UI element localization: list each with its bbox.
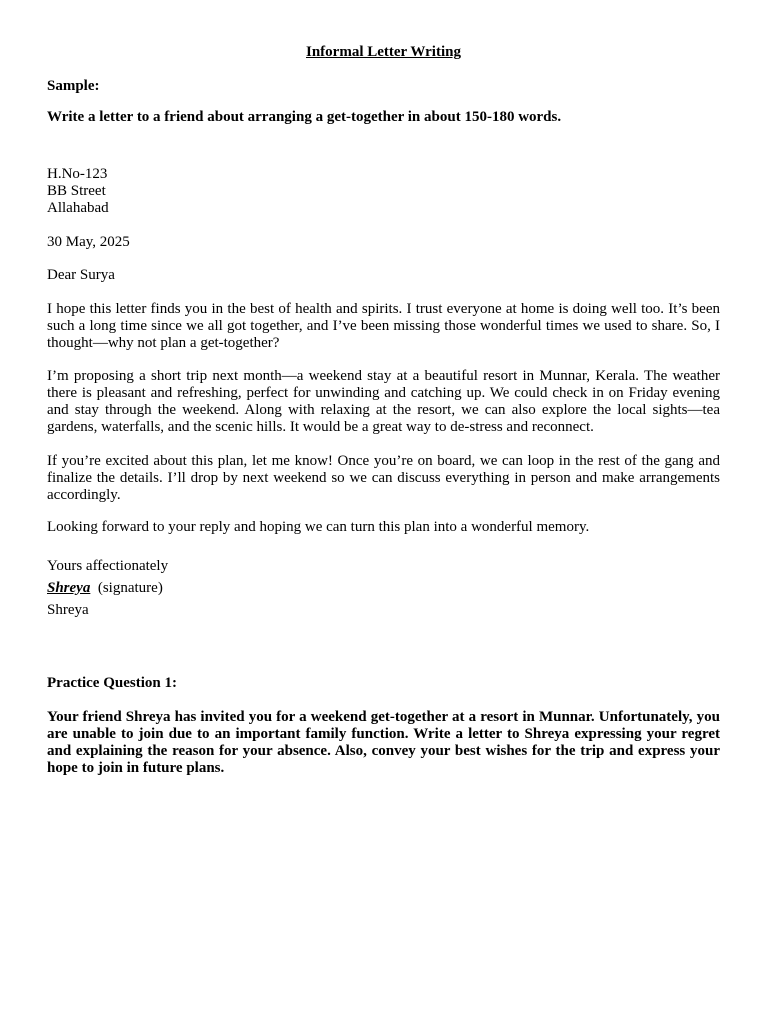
address-block <box>47 166 720 217</box>
body-paragraph: I hope this letter finds you in the best of health and spirits. I trust everyone at home is doing well too. It’s been such a long time since we all got together, and I’ve been missing those wonderful times we used to share. So, I thought—why not plan a get-together? <box>47 301 720 351</box>
salutation: Dear Surya <box>47 267 115 283</box>
address-line: BB Street <box>47 183 106 199</box>
document-page <box>47 0 720 1024</box>
practice-label: Practice Question 1: <box>47 675 177 691</box>
signature-line <box>47 580 720 597</box>
sender-name: Shreya <box>47 602 89 618</box>
letter-date: 30 May, 2025 <box>47 234 130 250</box>
body-paragraph: I’m proposing a short trip next month—a weekend stay at a beautiful resort in Munnar, Kerala. The weather there is pleasant and refreshing, perfect for unwinding and catching up. We could check in on Friday evening and stay through the weekend. Along with relaxing at the resort, we can also explore the local sights—tea gardens, waterfalls, and the scenic hills. It would be a great way to de-stress and reconnect. <box>47 368 720 435</box>
task-prompt: Write a letter to a friend about arranging a get-together in about 150-180 words. <box>47 109 562 125</box>
sample-label: Sample: <box>47 78 100 94</box>
address-line: Allahabad <box>47 200 109 216</box>
body-paragraph: If you’re excited about this plan, let me know! Once you’re on board, we can loop in the rest of the gang and finalize the details. I’ll drop by next weekend so we can discuss everything in person and make arrangements accordingly. <box>47 453 720 503</box>
signature-note: (signature) <box>97 580 163 596</box>
document-title: Informal Letter Writing <box>306 44 461 60</box>
practice-question: Your friend Shreya has invited you for a weekend get-together at a resort in Munnar. Unfortunately, you are unable to join due to an important family function. Write a letter to Shreya expressing your regret and explaining the reason for your absence. Also, convey your best wishes for the trip and express your hope to join in future plans. <box>47 709 720 776</box>
signature-name: Shreya <box>47 580 91 596</box>
address-line: H.No-123 <box>47 166 108 182</box>
closing: Yours affectionately <box>47 558 169 574</box>
body-paragraph: Looking forward to your reply and hoping we can turn this plan into a wonderful memory. <box>47 519 590 535</box>
